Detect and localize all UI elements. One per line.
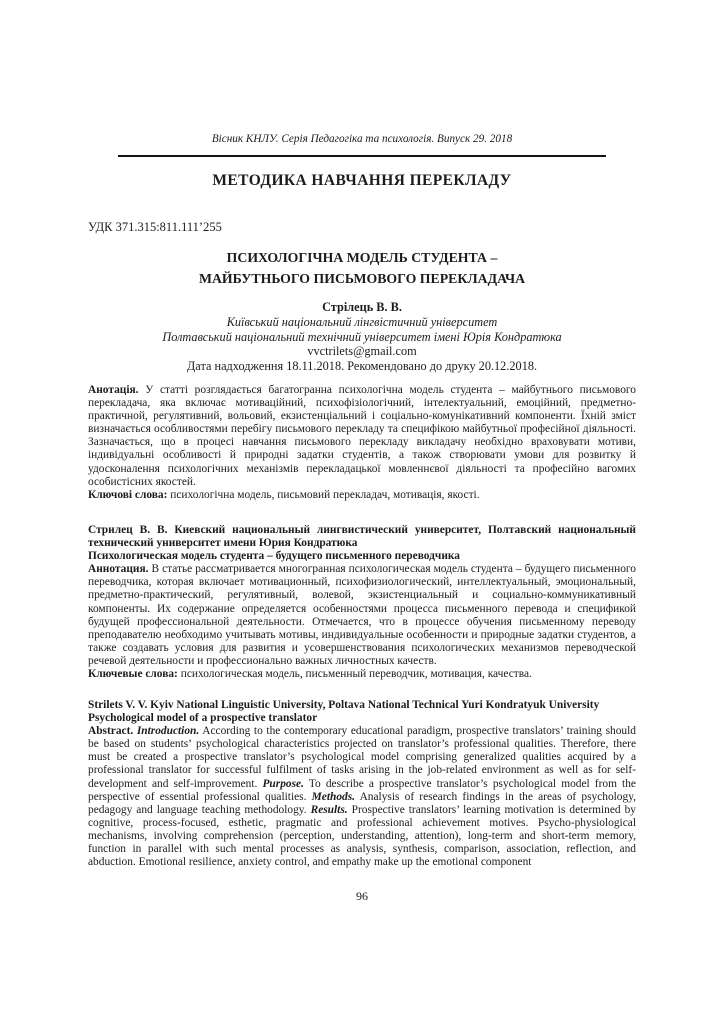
keywords-ru-label: Ключевые слова: (88, 668, 178, 681)
keywords-ua-label: Ключові слова: (88, 488, 168, 501)
en-title: Psychological model of a prospective translator (88, 712, 318, 725)
affiliation-1: Київський національний лінгвістичний університет (226, 314, 498, 329)
running-head: Вісник КНЛУ. Серія Педагогіка та психологія. Випуск 29. 2018 (211, 133, 513, 145)
abstract-ru-text: В статье рассматривается многогранная психологическая модель студента – будущего письменного переводчика, которая включает мотивационный, психофизиологический, интеллектуальный, эмоциональный, предметно-практический, регулятивный, волевой, экзистенциальный и социально-коммуникативный компоненты. Их содержание определяется особенностями процесса письменного перевода и спецификой будущей профессиональной деятельности. Отмечается, что в процессе обучения письменному переводу преподавателю необходимо учитывать мотивы, индивидуальные особенности и природные задатки студентов, а также создавать условия для развития и усовершенствования психологических механизмов переводческой речевой деятельности и профессионально важных личностных качеств. (88, 563, 636, 667)
abstract-ru-paragraph (88, 563, 636, 668)
abstract-en-intro-label: Introduction. (136, 725, 200, 738)
abstract-en-label: Abstract. (88, 725, 134, 738)
author-name: Стрілець В. В. (322, 300, 402, 314)
author-email: vvctrilets@gmail.com (307, 344, 417, 359)
abstract-ua-paragraph (88, 384, 636, 489)
abstract-en-methods-label: Methods. (311, 790, 356, 803)
abstract-en-results-label: Results. (310, 803, 348, 816)
header-rule (118, 155, 606, 157)
abstract-en-block (88, 699, 636, 869)
keywords-ru-text: психологическая модель, письменный переводчик, мотивация, качества. (180, 668, 532, 681)
abstract-ru-block (88, 524, 636, 681)
keywords-ua (88, 489, 636, 502)
abstract-en-results-text: Prospective translators’ learning motivation is determined by cognitive, process-focused, esthetic, pragmatic and professional achievement motives. Psycho-physiological mechanisms, involving comprehension (perception, understanding, attention), long-term and short-term memory, function in parallel with such mental processes as analysis, synthesis, comparison, association, reflection, and abduction. Emotional resilience, anxiety control, and empathy make up the emotional component (88, 803, 636, 869)
article-title-line1: ПСИХОЛОГІЧНА МОДЕЛЬ СТУДЕНТА – (226, 250, 498, 265)
abstract-ua-label: Анотація. (88, 384, 139, 396)
article-title-line2: МАЙБУТНЬОГО ПИСЬМОВОГО ПЕРЕКЛАДАЧА (198, 271, 526, 286)
ru-title: Психологическая модель студента – будущего письменного переводчика (88, 550, 460, 563)
abstract-en-intro-text: According to the contemporary educational paradigm, prospective translators’ training should be based on students’ psychological characteristics projected on translator’s professional qualities. Therefore, there must be created a prospective translator’s psychological model comprising generalized qualities acquired by a professional translator for successful fulfilment of tasks arising in the job-related environment as well as for self-development and self-improvement. (88, 725, 636, 790)
keywords-ua-text: психологічна модель, письмовий перекладач, мотивація, якості. (170, 488, 480, 501)
abstract-en-purpose-text: To describe a prospective translator’s psychological model from the perspective of essential professional qualities. (88, 777, 636, 803)
abstract-en-methods-text: Analysis of research findings in the areas of psychology, pedagogy and language teaching methodology. (88, 790, 636, 816)
abstract-ru-label: Аннотация. (88, 563, 149, 576)
abstract-en-purpose-label: Purpose. (262, 777, 304, 790)
abstract-ua-text: У статті розглядається багатогранна психологічна модель студента – майбутнього письмового перекладача, яка включає мотиваційний, психофізіологічний, інтелектуальний, емоційний, предметно-практичной, регулятивний, вольовий, екзистенціальний і соціально-комунікативний компоненти. Їхній зміст визначається особливостями перебігу письмового перекладу та специфікою майбутньої професійної діяльності. Зазначається, що в процесі навчання письмового перекладу викладачу необхідно враховувати мотиви, індивідуальні особливості й природні задатки студентів, а також створювати умови для розвитку й удосконалення психологічних механізмів перекладацької мовленнєвої діяльності та професійно вагомих особистісних якостей. (88, 384, 636, 488)
submission-dates: Дата надходження 18.11.2018. Рекомендовано до друку 20.12.2018. (186, 359, 538, 374)
ru-citation: Стрилец В. В. Киевский национальный лингвистический университет, Полтавский национальный технический университет имени Юрия Кондратюка (88, 524, 636, 550)
abstract-ua-block (88, 384, 636, 502)
udc-number: УДК 371.315:811.111’255 (88, 220, 222, 234)
abstract-en-paragraph (88, 725, 636, 869)
byline (88, 300, 636, 374)
page-number: 96 (356, 889, 368, 903)
section-heading: МЕТОДИКА НАВЧАННЯ ПЕРЕКЛАДУ (212, 172, 512, 189)
affiliation-2: Полтавський національний технічний університет імені Юрія Кондратюка (162, 329, 562, 344)
keywords-ru (88, 668, 636, 681)
article-title (88, 247, 636, 289)
en-citation: Strilets V. V. Kyiv National Linguistic University, Poltava National Technical Yuri Kondratyuk University (88, 699, 600, 711)
